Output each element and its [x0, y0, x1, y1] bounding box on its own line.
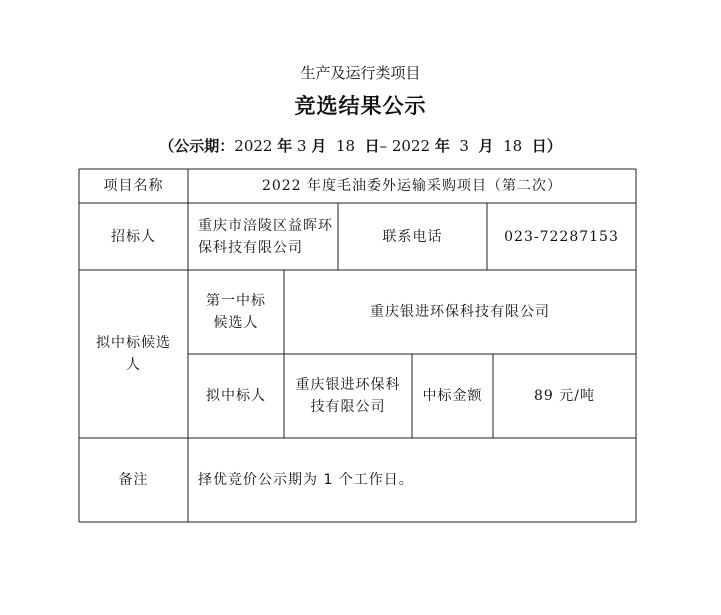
amount-label: 中标金额 — [422, 388, 483, 404]
period-start-year: 2022 — [234, 137, 273, 155]
project-category: 生产及运行类项目 — [300, 64, 421, 82]
first-candidate-value: 重庆银进环保科技有限公司 — [370, 304, 550, 320]
first-candidate-label-text: 第一中标候选人 — [206, 293, 266, 331]
project-name-value: 2022 年度毛油委外运输采购项目（第二次） — [261, 178, 563, 194]
project-name-label: 项目名称 — [103, 178, 164, 194]
page-title: 竞选结果公示 — [294, 94, 427, 118]
period-day-1: 日 — [364, 137, 380, 155]
first-candidate-label — [188, 270, 284, 354]
period-end-month: 3 — [459, 137, 469, 155]
period-start-day: 18 — [335, 137, 356, 155]
amount-value: 89 元/吨 — [534, 388, 595, 404]
period-month-2: 月 — [478, 137, 494, 155]
remark-value: 择优竞价公示期为 1 个工作日。 — [198, 472, 414, 488]
tenderer-label: 招标人 — [111, 228, 156, 245]
winner-value — [284, 354, 412, 438]
period-close-paren: ） — [546, 137, 562, 155]
phone-label: 联系电话 — [382, 228, 443, 245]
period-dash: – — [379, 137, 388, 155]
period-open-paren: （ — [159, 137, 175, 155]
remark-label: 备注 — [118, 472, 149, 488]
winner-label: 拟中标人 — [206, 388, 266, 404]
period-year-2: 年 — [434, 137, 450, 155]
period-month-1: 月 — [311, 137, 327, 155]
period-label: 公示期： — [174, 137, 235, 155]
period-day-2: 日 — [531, 137, 547, 155]
winner-value-text: 重庆银进环保科技有限公司 — [295, 377, 401, 415]
candidate-label — [79, 270, 188, 438]
tenderer-value: 重庆市涪陵区益晖环保科技有限公司 — [198, 217, 333, 256]
period-year-1: 年 — [277, 137, 293, 155]
phone-value: 023-72287153 — [504, 228, 619, 245]
period-end-year: 2022 — [391, 137, 431, 155]
period-start-month: 3 — [297, 137, 307, 155]
period-end-day: 18 — [503, 137, 523, 155]
candidate-label-text: 拟中标候选人 — [96, 335, 171, 373]
